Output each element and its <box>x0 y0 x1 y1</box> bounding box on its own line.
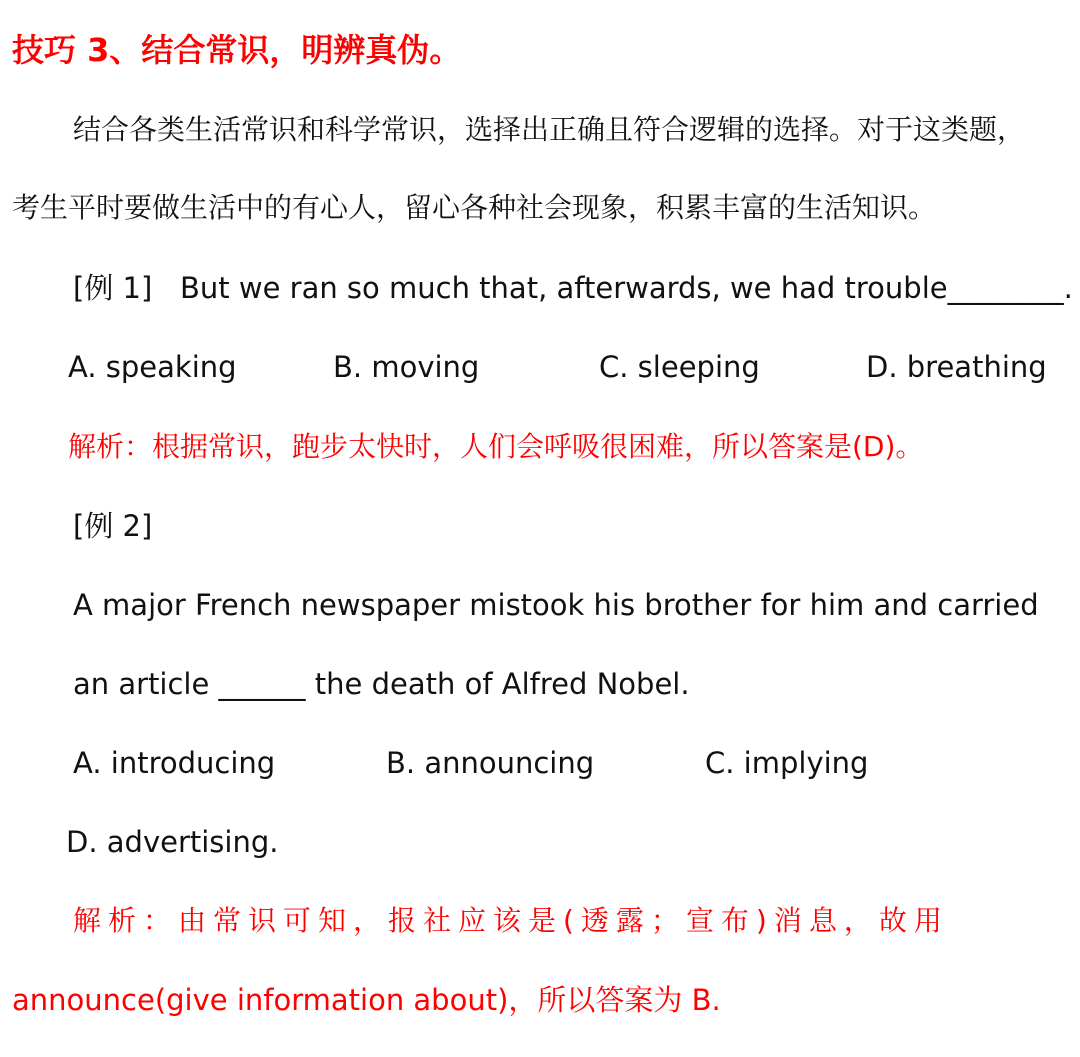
example-2-label: [例 2] <box>73 509 153 543</box>
example-1-question: But we ran so much that, afterwards, we had trouble________. <box>180 271 1073 305</box>
example-2-option-d: D. advertising. <box>66 825 279 859</box>
example-1-option-a: A. speaking <box>68 350 237 384</box>
example-1-option-b: B. moving <box>333 350 480 384</box>
example-2-analysis-line-1: 解析：由常识可知，报社应该是(透露；宣布)消息，故用 <box>73 904 949 937</box>
example-2-option-c: C. implying <box>705 746 869 780</box>
example-2-option-b: B. announcing <box>386 746 595 780</box>
example-1-label: [例 1] <box>73 271 153 305</box>
section-title: 技巧 3、结合常识，明辨真伪。 <box>12 31 462 69</box>
intro-line-2: 考生平时要做生活中的有心人，留心各种社会现象，积累丰富的生活知识。 <box>12 191 937 224</box>
example-1-option-d: D. breathing <box>866 350 1047 384</box>
example-2-question-line-1: A major French newspaper mistook his brother for him and carried <box>73 588 1039 622</box>
example-2-option-a: A. introducing <box>73 746 276 780</box>
example-2-question-line-2: an article ______ the death of Alfred Nobel. <box>73 667 690 701</box>
example-1-analysis: 解析：根据常识，跑步太快时，人们会呼吸很困难，所以答案是(D)。 <box>68 430 924 463</box>
example-2-analysis-line-2: announce(give information about)，所以答案为 B. <box>12 983 721 1017</box>
example-1-option-c: C. sleeping <box>599 350 760 384</box>
intro-line-1: 结合各类生活常识和科学常识，选择出正确且符合逻辑的选择。对于这类题， <box>73 113 1026 146</box>
